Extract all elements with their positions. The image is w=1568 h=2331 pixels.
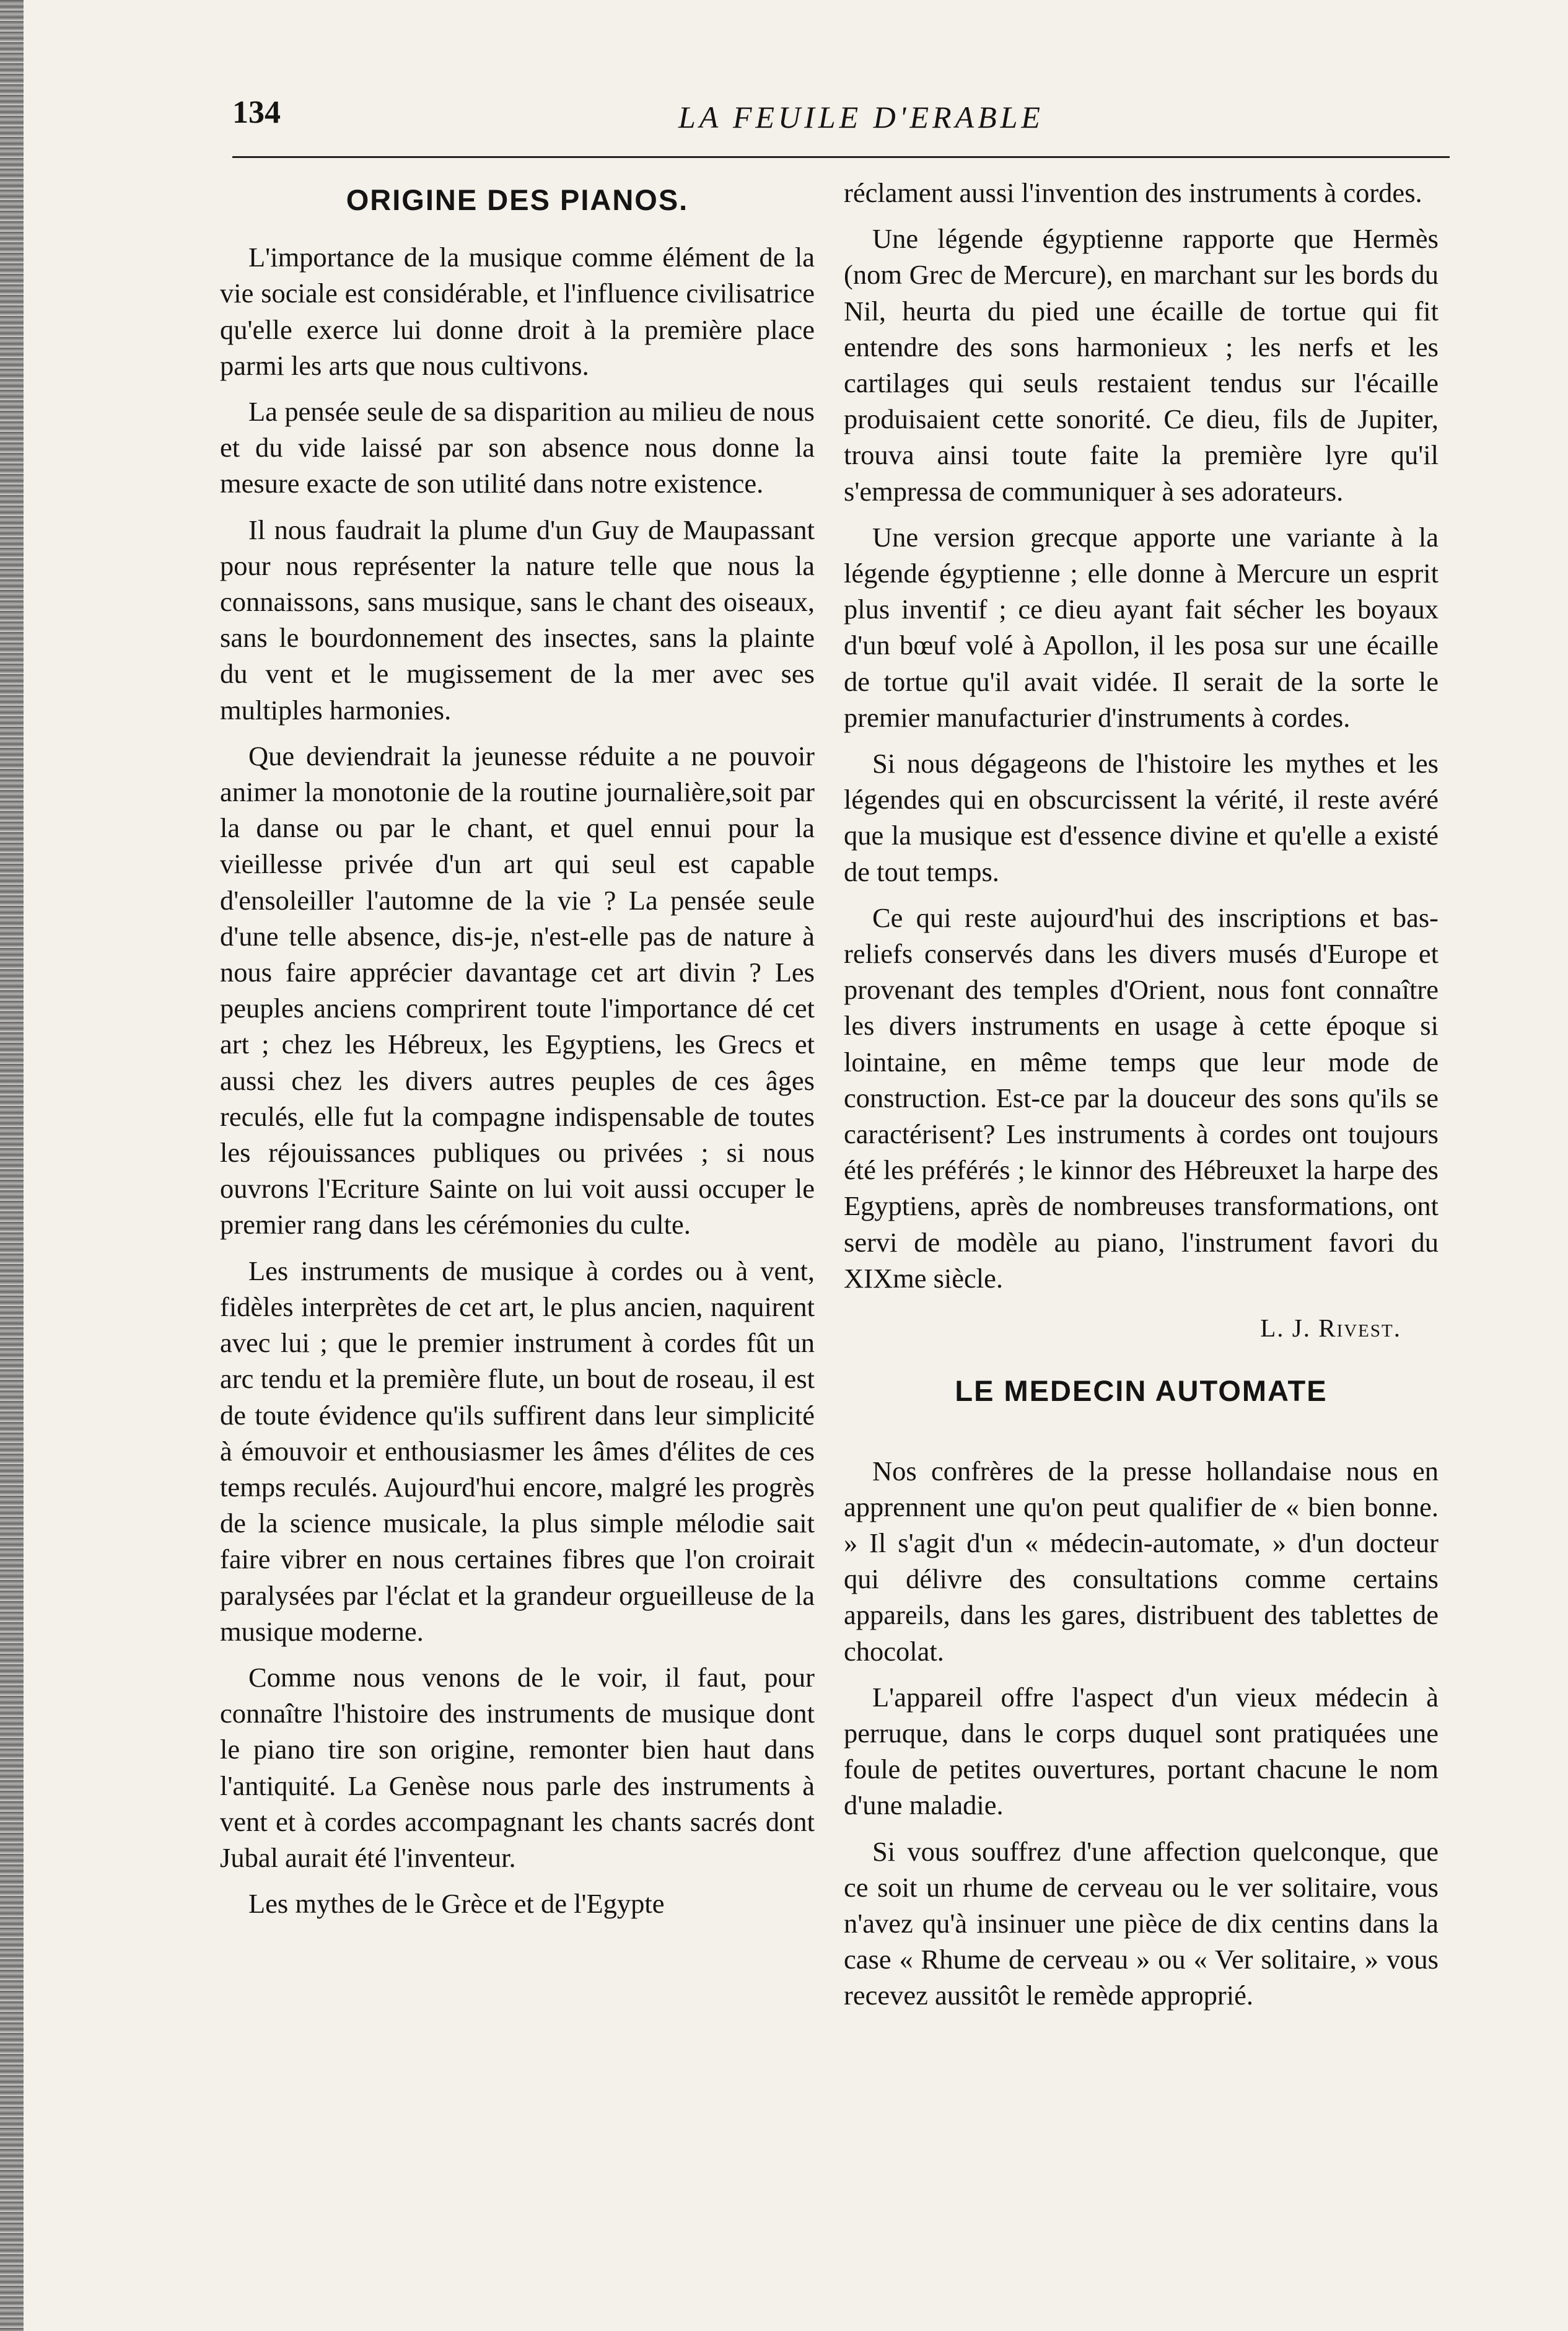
article-paragraph: Les instruments de musique à cordes ou à vent, fidèles interprètes de cet art, le plus ancien, naquirent avec lui ; que le premier instrument à cordes fût un arc tendu et la première flute, un bout de roseau, il est de toute évidence qu'ils suffirent dans leur simplicité à émouvoir et enthousiasmer les âmes d'élites de ces temps reculés. Aujourd'hui encore, malgré les progrès de la science musicale, la plus simple mélodie sait faire vibrer en nous certaines fibres que l'on croirait paralysées par l'éclat et la grandeur orgueilleuse de la musique moderne. <box>220 1255 815 1647</box>
article-title-origine-des-pianos: ORIGINE DES PIANOS. <box>346 183 689 216</box>
article-paragraph: Ce qui reste aujourd'hui des inscriptions et bas-reliefs conservés dans les divers musés d'Europe et provenant des temples d'Orient, nous font connaître les divers instruments en usage à cette époque si lointaine, en même temps que leur mode de construction. Est-ce par la douceur des sons qu'ils se caractérisent? Les instruments à cordes ont toujours été les préférés ; le kinnor des Hébreuxet la harpe des Egyptiens, après de nombreuses transformations, ont servi de modèle au piano, l'instrument favori du XIXme siècle. <box>844 902 1439 1294</box>
article-paragraph: Que deviendrait la jeunesse réduite a ne pouvoir animer la monotonie de la routine journalière,soit par la danse ou par le chant, et quel ennui pour la vieillesse privée d'un art qui seul est capable d'ensoleiller l'automne de la vie ? La pensée seule d'une telle absence, dis-je, n'est-elle pas de nature à nous faire apprécier davantage cet art divin ? Les peuples anciens comprirent toute l'importance dé cet art ; chez les Hébreux, les Egyptiens, les Grecs et aussi chez les divers autres peuples de ces âges reculés, elle fut la compagne indispensable de toutes les réjouissances publiques ou privées ; si nous ouvrons l'Ecriture Sainte on lui voit aussi occuper le premier rang dans les cérémonies du culte. <box>220 740 815 1240</box>
article-paragraph: Une légende égyptienne rapporte que Hermès (nom Grec de Mercure), en marchant sur les bords du Nil, heurta du pied une écaille de tortue qui fit entendre des sons harmonieux ; les nerfs et les cartilages qui seuls restaient tendus sur l'écaille produisaient cette sonorité. Ce dieu, fils de Jupiter, trouva ainsi toute faite la première lyre qu'il s'empressa de communiquer à ses adorateurs. <box>844 223 1439 507</box>
right-column <box>844 175 1439 2024</box>
scanned-page-edge <box>0 0 24 2331</box>
header-rule <box>232 156 1450 158</box>
page-header <box>232 93 1447 143</box>
article-paragraph-continuation: réclament aussi l'invention des instruments à cordes. <box>844 177 1422 208</box>
left-column <box>220 175 815 1931</box>
article-paragraph: Comme nous venons de le voir, il faut, pour connaître l'histoire des instruments de musique dont le piano tire son origine, remonter bien haut dans l'antiquité. La Genèse nous parle des instruments à vent et à cordes accompagnant les chants sacrés dont Jubal aurait été l'inventeur. <box>220 1661 815 1873</box>
page-number: 134 <box>232 95 281 130</box>
author-signature: L. J. Rivest. <box>1260 1314 1401 1343</box>
article-paragraph: La pensée seule de sa disparition au milieu de nous et du vide laissé par son absence nous donne la mesure exacte de son utilité dans notre existence. <box>220 396 815 499</box>
article-paragraph: Une version grecque apporte une variante à la légende égyptienne ; elle donne à Mercure un esprit plus inventif ; ce dieu ayant fait sécher les boyaux d'un bœuf volé à Apollon, il les posa sur une écaille de tortue qu'il avait vidée. Il serait de la sorte le premier manufacturier d'instruments à cordes. <box>844 521 1439 733</box>
running-title: LA FEUILE D'ERABLE <box>678 100 1044 134</box>
article-paragraph: L'importance de la musique comme élément de la vie sociale est considérable, et l'influence civilisatrice qu'elle exerce lui donne droit à la première place parmi les arts que nous cultivons. <box>220 242 815 381</box>
article-paragraph: Les mythes de le Grèce et de l'Egypte <box>248 1888 665 1920</box>
article-paragraph: Si nous dégageons de l'histoire les mythes et les légendes qui en obscurcissent la vérité, il reste avéré que la musique est d'essence divine et qu'elle a existé de tout temps. <box>844 748 1439 887</box>
article-paragraph: L'appareil offre l'aspect d'un vieux médecin à perruque, dans le corps duquel sont pratiquées une foule de petites ouvertures, portant chacune le nom d'une maladie. <box>844 1681 1439 1821</box>
article-paragraph: Si vous souffrez d'une affection quelconque, que ce soit un rhume de cerveau ou le ver solitaire, vous n'avez qu'à insinuer une pièce de dix centins dans la case « Rhume de cerveau » ou « Ver solitaire, » vous recevez aussitôt le remède approprié. <box>844 1835 1439 2011</box>
article-paragraph: Nos confrères de la presse hollandaise nous en apprennent une qu'on peut qualifier de « bien bonne. » Il s'agit d'un « médecin-automate, » d'un docteur qui délivre des consultations comme certains appareils, dans les gares, distribuent des tablettes de chocolat. <box>844 1455 1439 1667</box>
article-title-le-medecin-automate: LE MEDECIN AUTOMATE <box>955 1374 1328 1408</box>
article-paragraph: Il nous faudrait la plume d'un Guy de Maupassant pour nous représenter la nature telle que nous la connaissons, sans musique, sans le chant des oiseaux, sans le bourdonnement des insectes, sans la plainte du vent et le mugissement de la mer avec ses multiples harmonies. <box>220 514 815 726</box>
